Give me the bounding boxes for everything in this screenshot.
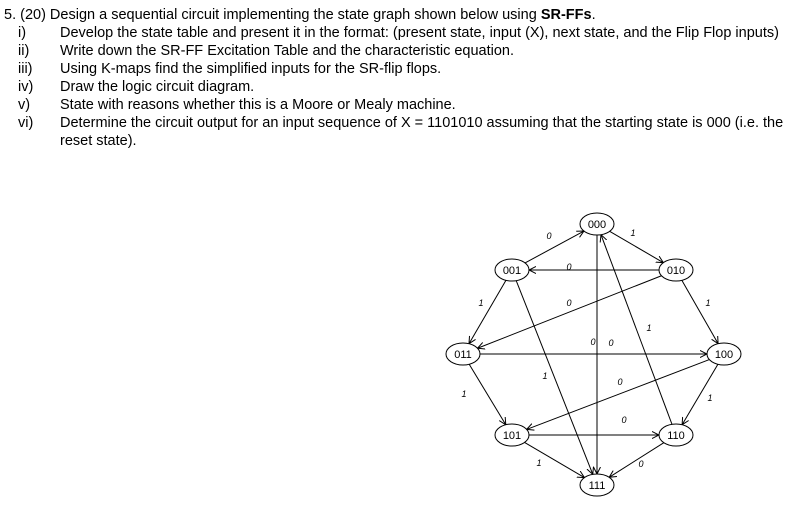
state-node: [580, 213, 614, 235]
transition-arrow: [516, 281, 596, 475]
transition-arrow: [469, 364, 506, 425]
state-node: [659, 424, 693, 446]
state-label: 101: [502, 430, 522, 442]
transition-label: 1: [630, 228, 636, 238]
transition-arrow: [682, 280, 718, 343]
state-node: [446, 343, 480, 365]
transition-label: 0: [638, 459, 644, 469]
item-text: Write down the SR-FF Excitation Table and the characteristic equation.: [60, 43, 515, 59]
state-node: [707, 343, 741, 365]
item-number: i): [18, 25, 27, 41]
item-number: vi): [18, 115, 34, 131]
transition-label: 0: [546, 231, 552, 241]
transition-label: 1: [707, 393, 713, 403]
transition-label: 0: [590, 337, 596, 347]
transition-label: 1: [646, 323, 652, 333]
state-label: 011: [454, 349, 472, 361]
transition-label: 0: [617, 377, 623, 387]
transition-arrow: [610, 231, 664, 262]
transition-arrow: [478, 276, 662, 349]
transition-arrow: [469, 280, 506, 343]
item-text: State with reasons whether this is a Moore or Mealy machine.: [60, 97, 456, 113]
state-label: 100: [714, 349, 734, 361]
heading-text: 5. (20) Design a sequential circuit implementing the state graph shown below using: [4, 7, 541, 23]
heading-suffix: .: [591, 7, 596, 23]
transition-label: 0: [621, 415, 627, 425]
item-text: Using K-maps find the simplified inputs for the SR-flip flops.: [60, 61, 442, 77]
transition-label: 0: [566, 298, 572, 308]
state-node: [580, 474, 614, 496]
transition-arrow: [527, 360, 713, 430]
state-label: 000: [587, 219, 607, 231]
transition-label: 1: [705, 298, 711, 308]
state-label: 010: [666, 265, 686, 277]
state-label: 110: [667, 430, 685, 442]
item-text: Develop the state table and present it in the format: (present state, input (X), next state, and the Flip Flop inputs): [60, 25, 779, 41]
transition-label: 1: [542, 371, 548, 381]
transition-arrow: [601, 235, 672, 425]
item-text: Determine the circuit output for an input sequence of X = 1101010 assuming that the starting state is 000 (i.e. the reset state).: [60, 115, 784, 149]
transition-label: 1: [536, 458, 542, 468]
state-node: [659, 259, 693, 281]
transition-label: 0: [608, 338, 614, 348]
transition-label: 1: [478, 298, 484, 308]
state-node: [495, 259, 529, 281]
item-number: iv): [18, 79, 34, 95]
heading-bold: SR-FFs: [540, 7, 592, 23]
state-label: 111: [588, 480, 606, 492]
transition-arrow: [525, 442, 585, 477]
item-text: Draw the logic circuit diagram.: [60, 79, 255, 95]
state-node: [495, 424, 529, 446]
transition-arrow: [682, 364, 718, 424]
item-number: v): [18, 97, 31, 113]
item-number: ii): [18, 43, 30, 59]
state-label: 001: [502, 265, 522, 277]
transition-arrow: [525, 231, 584, 263]
transition-label: 0: [566, 262, 572, 272]
item-number: iii): [18, 61, 33, 77]
transition-label: 1: [461, 389, 467, 399]
transition-arrow: [609, 443, 664, 478]
